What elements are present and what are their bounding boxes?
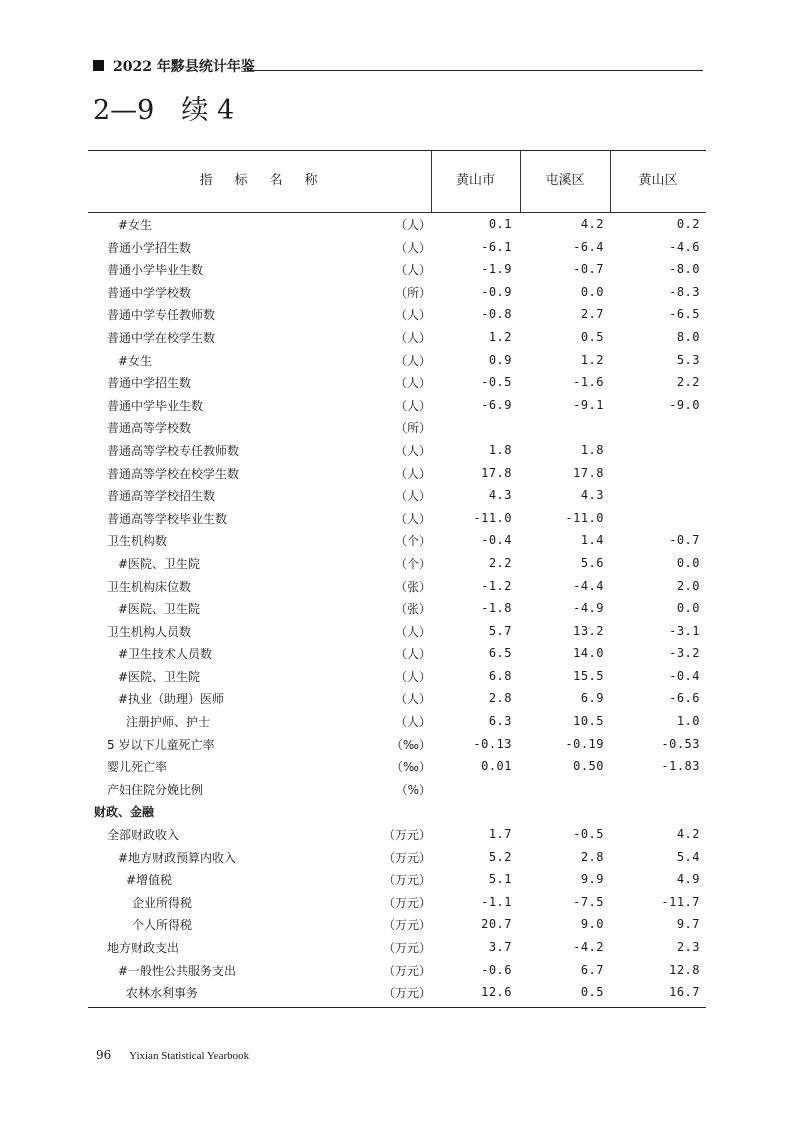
table-row xyxy=(88,484,706,507)
value-huangshan-district: 8.0 xyxy=(676,329,700,344)
value-huangshan-district: -0.53 xyxy=(661,736,700,751)
running-header xyxy=(93,56,703,76)
indicator-name: 全部财政收入 xyxy=(107,828,180,843)
indicator-name: 5 岁以下儿童死亡率 xyxy=(107,737,215,752)
value-huangshan-district: 5.4 xyxy=(676,849,700,864)
indicator-unit: （‰） xyxy=(390,760,431,775)
value-huangshan-city: 2.8 xyxy=(488,691,512,706)
value-huangshan-district: 2.3 xyxy=(676,940,700,954)
value-huangshan-district: -3.2 xyxy=(669,646,700,661)
value-tunxi: 15.5 xyxy=(573,668,604,683)
indicator-unit: （人） xyxy=(394,308,431,323)
value-huangshan-district: 1.0 xyxy=(676,714,700,729)
table-row xyxy=(88,552,706,575)
value-huangshan-city: -0.4 xyxy=(481,533,512,548)
indicator-name: 卫生机构人员数 xyxy=(107,624,192,639)
value-tunxi: 10.5 xyxy=(573,714,604,729)
table-row xyxy=(88,575,706,598)
indicator-unit: （万元） xyxy=(382,918,431,933)
indicator-unit: （人） xyxy=(394,376,431,391)
indicator-unit: （人） xyxy=(394,466,431,481)
value-huangshan-district: -8.3 xyxy=(669,284,700,299)
table-row xyxy=(88,462,706,485)
value-huangshan-district: 0.2 xyxy=(676,217,700,231)
value-huangshan-city: -11.0 xyxy=(473,510,512,525)
table-row xyxy=(88,303,706,326)
table-row xyxy=(88,891,706,914)
value-huangshan-district: 16.7 xyxy=(669,985,700,1000)
value-huangshan-city: -6.1 xyxy=(481,239,512,254)
value-tunxi: 9.0 xyxy=(580,917,604,932)
indicator-name: 企业所得税 xyxy=(132,895,193,910)
value-huangshan-district: -0.7 xyxy=(669,533,700,548)
value-huangshan-city: 0.1 xyxy=(488,217,512,231)
value-tunxi: 13.2 xyxy=(573,623,604,638)
indicator-name: #医院、卫生院 xyxy=(118,556,201,571)
table-row xyxy=(88,733,706,756)
value-huangshan-city: -0.5 xyxy=(481,375,512,390)
table-row xyxy=(88,710,706,733)
value-tunxi: -1.6 xyxy=(573,375,604,390)
indicator-name: #卫生技术人员数 xyxy=(118,647,213,662)
value-huangshan-city: -1.9 xyxy=(481,262,512,277)
indicator-header-char: 指 xyxy=(199,173,215,188)
value-huangshan-city: 1.8 xyxy=(488,442,512,457)
value-huangshan-district: 0.0 xyxy=(676,555,700,570)
table-row xyxy=(88,597,706,620)
indicator-name: 婴儿死亡率 xyxy=(107,760,168,775)
indicator-header-char: 名 xyxy=(269,173,285,188)
indicator-unit: （万元） xyxy=(382,873,431,888)
header-square-marker xyxy=(93,60,104,71)
value-tunxi: 1.4 xyxy=(580,533,604,548)
indicator-unit: （人） xyxy=(394,240,431,255)
value-tunxi: 1.2 xyxy=(580,352,604,367)
value-huangshan-city: -6.9 xyxy=(481,397,512,412)
value-huangshan-city: 20.7 xyxy=(481,917,512,932)
indicator-name: 个人所得税 xyxy=(132,918,193,933)
indicator-name: #医院、卫生院 xyxy=(118,602,201,617)
table-row xyxy=(88,213,706,236)
value-huangshan-district: -3.1 xyxy=(669,623,700,638)
indicator-name: 普通中学专任教师数 xyxy=(107,308,216,323)
indicator-unit: （人） xyxy=(394,511,431,526)
indicator-unit: （个） xyxy=(394,556,431,571)
header-rule xyxy=(248,70,703,71)
value-huangshan-city: -0.8 xyxy=(481,307,512,322)
indicator-name: 注册护师、护士 xyxy=(126,715,211,730)
indicator-name: 卫生机构数 xyxy=(107,534,168,549)
publication-name: Yixian Statistical Yearbook xyxy=(129,1050,250,1062)
indicator-header xyxy=(88,150,431,212)
value-huangshan-city: 4.3 xyxy=(488,488,512,503)
indicator-name: 普通小学毕业生数 xyxy=(107,263,204,278)
indicator-unit: （人） xyxy=(394,715,431,730)
value-tunxi: -4.2 xyxy=(573,940,604,954)
indicator-unit: （‰） xyxy=(390,737,431,752)
indicator-name: 普通中学毕业生数 xyxy=(107,398,204,413)
table-bottom-rule xyxy=(88,1007,706,1008)
indicator-name: 普通高等学校招生数 xyxy=(107,489,216,504)
column-header-tunxi: 屯溪区 xyxy=(545,173,585,188)
value-huangshan-city: -0.6 xyxy=(481,962,512,977)
table-title: 2—9 续 4 xyxy=(93,95,235,126)
indicator-unit: （个） xyxy=(394,534,431,549)
table-row xyxy=(88,936,706,959)
value-huangshan-district: 4.9 xyxy=(676,872,700,887)
value-huangshan-district: 0.0 xyxy=(676,601,700,616)
table-row xyxy=(88,620,706,643)
yearbook-title: 2022 年黟县统计年鉴 xyxy=(113,59,255,75)
table-row xyxy=(88,981,706,1004)
value-tunxi: 6.9 xyxy=(580,691,604,706)
indicator-name: 普通高等学校毕业生数 xyxy=(107,511,228,526)
value-huangshan-city: 6.8 xyxy=(488,668,512,683)
indicator-unit: （人） xyxy=(394,692,431,707)
value-huangshan-district: 9.7 xyxy=(676,917,700,932)
value-tunxi: -4.9 xyxy=(573,601,604,616)
value-tunxi: -6.4 xyxy=(573,239,604,254)
table-row xyxy=(88,823,706,846)
indicator-unit: （万元） xyxy=(382,895,431,910)
indicator-name: 普通中学在校学生数 xyxy=(107,330,216,345)
table-row xyxy=(88,959,706,982)
value-tunxi: -4.4 xyxy=(573,578,604,593)
value-tunxi: -0.7 xyxy=(573,262,604,277)
indicator-unit: （人） xyxy=(394,353,431,368)
indicator-name: 农林水利事务 xyxy=(126,986,199,1001)
indicator-name: #女生 xyxy=(118,218,153,232)
value-tunxi: 0.0 xyxy=(580,284,604,299)
table-row xyxy=(88,755,706,778)
value-huangshan-city: 1.2 xyxy=(488,329,512,344)
value-huangshan-district: -0.4 xyxy=(669,668,700,683)
value-huangshan-city: 2.2 xyxy=(488,555,512,570)
indicator-unit: （万元） xyxy=(382,963,431,978)
value-huangshan-city: 0.9 xyxy=(488,352,512,367)
page-footer xyxy=(96,1048,249,1062)
table-row xyxy=(88,665,706,688)
value-tunxi: -9.1 xyxy=(573,397,604,412)
indicator-name: 普通小学招生数 xyxy=(107,240,192,255)
value-tunxi: -7.5 xyxy=(573,894,604,909)
indicator-unit: （人） xyxy=(394,624,431,639)
value-tunxi: -11.0 xyxy=(565,510,604,525)
page-number: 96 xyxy=(96,1048,112,1062)
table-row xyxy=(88,326,706,349)
value-huangshan-city: 17.8 xyxy=(481,465,512,480)
table-row xyxy=(88,258,706,281)
value-tunxi: 4.2 xyxy=(580,217,604,231)
value-huangshan-city: -1.1 xyxy=(481,894,512,909)
statistics-table xyxy=(88,150,706,1008)
indicator-name: 卫生机构床位数 xyxy=(107,579,192,594)
indicator-name: 普通高等学校在校学生数 xyxy=(107,466,240,481)
value-tunxi: 4.3 xyxy=(580,488,604,503)
value-huangshan-district: -8.0 xyxy=(669,262,700,277)
value-huangshan-city: -1.2 xyxy=(481,578,512,593)
value-tunxi: 14.0 xyxy=(573,646,604,661)
value-huangshan-district: -6.6 xyxy=(669,691,700,706)
value-huangshan-city: -0.9 xyxy=(481,284,512,299)
indicator-name: #地方财政预算内收入 xyxy=(118,850,237,865)
value-huangshan-district: -4.6 xyxy=(669,239,700,254)
value-tunxi: -0.5 xyxy=(573,827,604,842)
value-huangshan-city: 3.7 xyxy=(488,940,512,954)
value-huangshan-district: -6.5 xyxy=(669,307,700,322)
indicator-unit: （人） xyxy=(394,443,431,458)
indicator-unit: （万元） xyxy=(382,941,431,955)
indicator-name: #一般性公共服务支出 xyxy=(118,963,237,978)
value-huangshan-district: 2.2 xyxy=(676,375,700,390)
indicator-name: #增值税 xyxy=(126,873,173,888)
table-row xyxy=(88,236,706,259)
table-row xyxy=(88,394,706,417)
indicator-name: 普通高等学校数 xyxy=(107,421,192,436)
table-row xyxy=(88,507,706,530)
value-tunxi: 0.5 xyxy=(580,985,604,1000)
indicator-name: 财政、金融 xyxy=(94,805,155,820)
section-heading-row xyxy=(88,800,706,823)
value-huangshan-city: 6.5 xyxy=(488,646,512,661)
value-huangshan-district: 5.3 xyxy=(676,352,700,367)
value-huangshan-city: 12.6 xyxy=(481,985,512,1000)
table-row xyxy=(88,778,706,801)
value-tunxi: 0.5 xyxy=(580,329,604,344)
table-row xyxy=(88,281,706,304)
value-tunxi: 2.7 xyxy=(580,307,604,322)
table-row xyxy=(88,371,706,394)
table-row xyxy=(88,439,706,462)
indicator-unit: （所） xyxy=(394,285,431,300)
indicator-unit: （%） xyxy=(395,782,431,797)
indicator-name: #执业（助理）医师 xyxy=(118,692,225,707)
indicator-unit: （人） xyxy=(394,669,431,684)
value-huangshan-district: -9.0 xyxy=(669,397,700,412)
indicator-name: 普通中学学校数 xyxy=(107,285,192,300)
indicator-unit: （人） xyxy=(394,647,431,662)
indicator-unit: （人） xyxy=(394,398,431,413)
indicator-unit: （万元） xyxy=(382,986,431,1001)
indicator-header-char: 标 xyxy=(234,173,250,188)
indicator-unit: （万元） xyxy=(382,828,431,843)
table-row xyxy=(88,642,706,665)
table-row xyxy=(88,868,706,891)
value-tunxi: 1.8 xyxy=(580,442,604,457)
value-tunxi: 2.8 xyxy=(580,849,604,864)
value-huangshan-city: 1.7 xyxy=(488,827,512,842)
indicator-name: 普通中学招生数 xyxy=(107,376,192,391)
value-huangshan-district: -11.7 xyxy=(661,894,700,909)
indicator-unit: （万元） xyxy=(382,850,431,865)
table-row xyxy=(88,913,706,936)
value-huangshan-district: 2.0 xyxy=(676,578,700,593)
table-row xyxy=(88,687,706,710)
value-huangshan-city: -1.8 xyxy=(481,601,512,616)
value-tunxi: 9.9 xyxy=(580,872,604,887)
column-header-huangshan-district: 黄山区 xyxy=(638,173,678,188)
table-row xyxy=(88,416,706,439)
indicator-unit: （张） xyxy=(394,579,431,594)
value-huangshan-city: 5.1 xyxy=(488,872,512,887)
indicator-name: #医院、卫生院 xyxy=(118,669,201,684)
indicator-unit: （所） xyxy=(394,421,431,436)
value-huangshan-city: 5.7 xyxy=(488,623,512,638)
table-row xyxy=(88,529,706,552)
table-row xyxy=(88,349,706,372)
value-huangshan-district: -1.83 xyxy=(661,759,700,774)
indicator-name: 产妇住院分娩比例 xyxy=(107,782,204,797)
table-row xyxy=(88,846,706,869)
value-huangshan-district: 4.2 xyxy=(676,827,700,842)
table-body xyxy=(88,213,706,1004)
indicator-unit: （人） xyxy=(394,330,431,345)
indicator-unit: （人） xyxy=(394,263,431,278)
value-tunxi: 5.6 xyxy=(580,555,604,570)
value-tunxi: 0.50 xyxy=(573,759,604,774)
value-huangshan-city: 5.2 xyxy=(488,849,512,864)
value-huangshan-district: 12.8 xyxy=(669,962,700,977)
value-huangshan-city: -0.13 xyxy=(473,736,512,751)
value-huangshan-city: 6.3 xyxy=(488,714,512,729)
value-huangshan-city: 0.01 xyxy=(481,759,512,774)
column-header-huangshan-city: 黄山市 xyxy=(455,173,495,188)
indicator-name: 地方财政支出 xyxy=(107,941,180,955)
value-tunxi: 6.7 xyxy=(580,962,604,977)
indicator-unit: （张） xyxy=(394,602,431,617)
indicator-name: 普通高等学校专任教师数 xyxy=(107,443,240,458)
value-tunxi: 17.8 xyxy=(573,465,604,480)
indicator-unit: （人） xyxy=(394,489,431,504)
value-tunxi: -0.19 xyxy=(565,736,604,751)
indicator-header-char: 称 xyxy=(304,173,320,188)
indicator-unit: （人） xyxy=(394,218,431,232)
indicator-name: #女生 xyxy=(118,353,153,368)
